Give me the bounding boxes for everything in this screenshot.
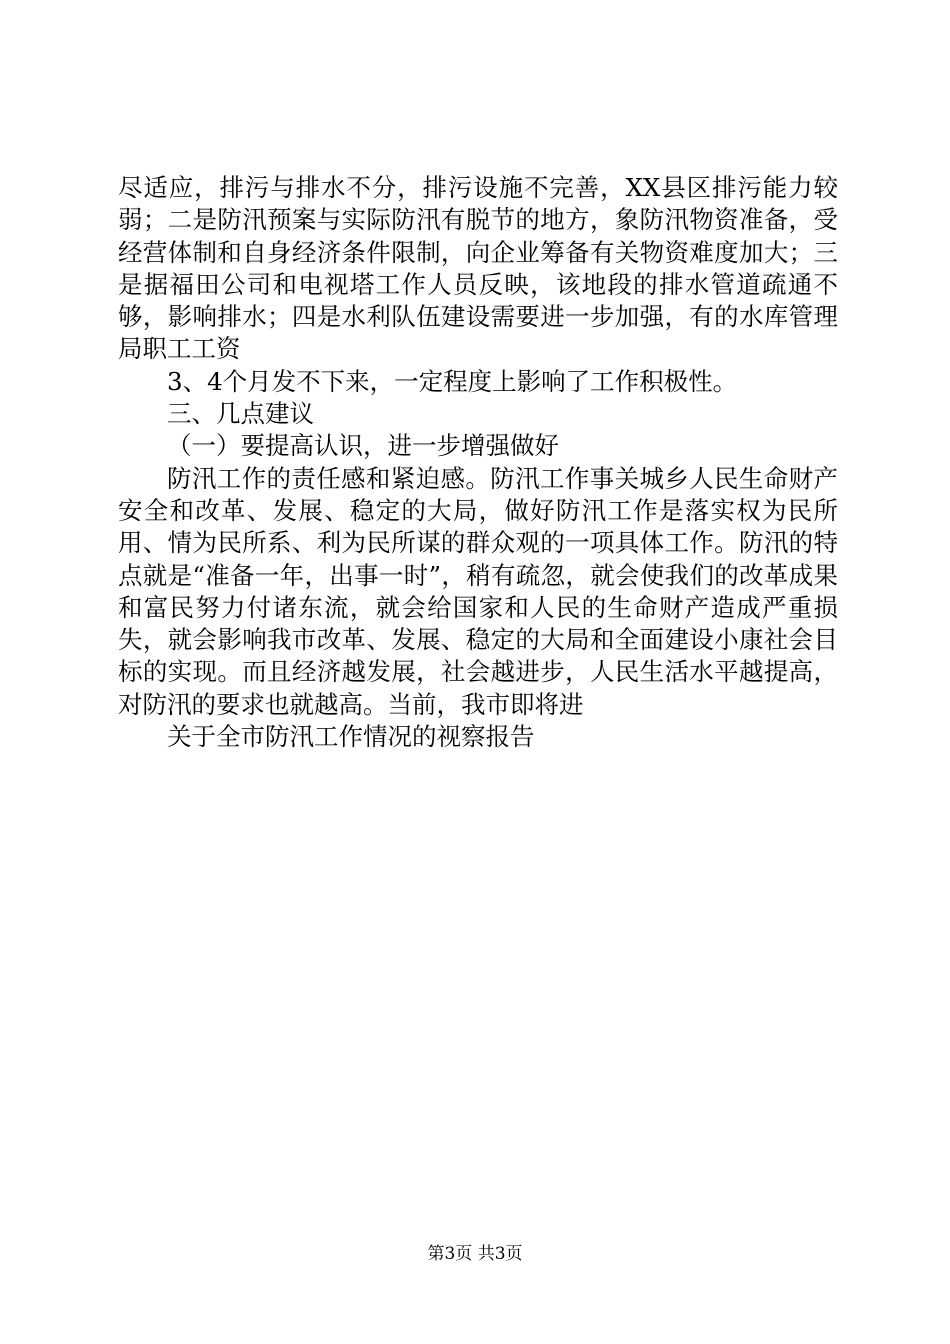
- report-title-line: 关于全市防汛工作情况的视察报告: [167, 722, 535, 752]
- paragraph-3: 防汛工作的责任感和紧迫感。防汛工作事关城乡人民生命财产安全和改革、发展、稳定的大局，做好防汛工作是落实权为民所用、情为民所系、利为民所谋的群众观的一项具体工作。防汛的特点就是“准备一年，出事一时”，稍有疏忽，就会使我们的改革成果和富民努力付诸东流，就会给国家和人民的生命财产造成严重损失，就会影响我市改革、发展、稳定的大局和全面建设小康社会目标的实现。而且经济越发展，社会越进步，人民生活水平越提高，对防汛的要求也就越高。当前，我市即将进: [118, 463, 838, 719]
- document-body: [118, 172, 838, 753]
- section-heading-suggestions: 三、几点建议: [167, 399, 314, 429]
- subsection-heading-1: （一）要提高认识，进一步增强做好: [167, 431, 559, 461]
- page-footer: 第3页 共3页: [427, 1244, 523, 1264]
- paragraph-2: 3、4个月发不下来，一定程度上影响了工作积极性。: [167, 366, 738, 396]
- paragraph-1: 尽适应，排污与排水不分，排污设施不完善，XX县区排污能力较弱；二是防汛预案与实际防汛有脱节的地方，象防汛物资准备，受经营体制和自身经济条件限制，向企业筹备有关物资难度加大；三是据福田公司和电视塔工作人员反映，该地段的排水管道疏通不够，影响排水；四是水利队伍建设需要进一步加强，有的水库管理局职工工资: [118, 173, 838, 364]
